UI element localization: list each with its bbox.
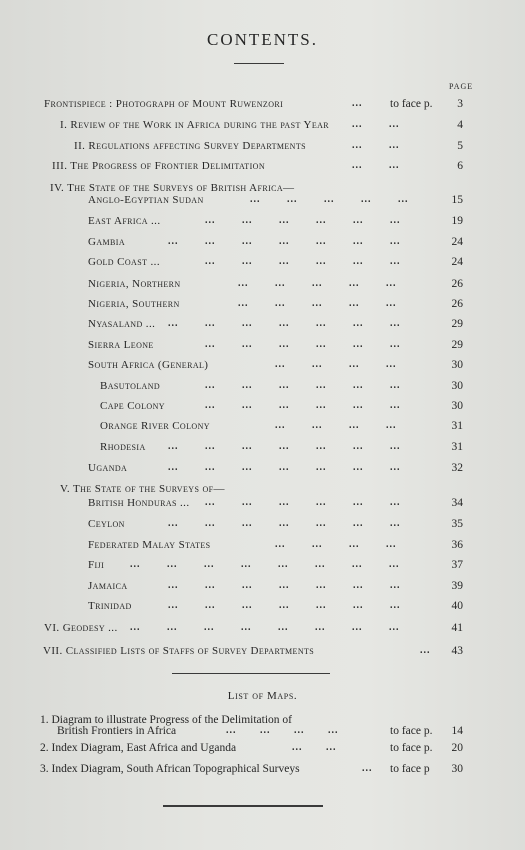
leader-dots: ... <box>316 256 327 267</box>
page-number: 19 <box>451 215 463 227</box>
leader-dots: ... <box>326 742 337 753</box>
leader-dots: ... <box>352 98 363 109</box>
title-rule <box>234 63 284 64</box>
page-number: 24 <box>451 256 463 268</box>
toc-entry-label: Nyasaland ... <box>88 318 156 330</box>
map-entry <box>0 761 525 777</box>
page-number: 24 <box>451 236 463 248</box>
leader-dots: ... <box>167 622 178 633</box>
leader-dots: ... <box>279 441 290 452</box>
leader-dots: ... <box>390 497 401 508</box>
page-number: 41 <box>451 622 463 634</box>
page-number: 15 <box>451 194 463 206</box>
leader-dots: ... <box>205 518 216 529</box>
toc-entry <box>0 516 525 532</box>
toc-entry <box>0 254 525 270</box>
leader-dots: ... <box>238 278 249 289</box>
leader-dots: ... <box>312 298 323 309</box>
map-entry-label: British Frontiers in Africa <box>57 725 177 737</box>
page-number: 31 <box>451 420 463 432</box>
page-number: 36 <box>451 539 463 551</box>
leader-dots: ... <box>386 359 397 370</box>
leader-dots: ... <box>242 497 253 508</box>
leader-dots: ... <box>386 539 397 550</box>
page-number: 5 <box>457 140 463 152</box>
leader-dots: ... <box>390 339 401 350</box>
toc-entry-label: VII. Classified Lists of Staffs of Survey Departments <box>43 645 315 657</box>
leader-dots: ... <box>205 462 216 473</box>
leader-dots: ... <box>353 600 364 611</box>
page-number: 3 <box>457 98 463 110</box>
leader-dots: ... <box>390 256 401 267</box>
page-number: 29 <box>451 318 463 330</box>
leader-dots: ... <box>241 622 252 633</box>
toc-entry-label: Orange River Colony <box>100 420 210 432</box>
toc-entry <box>0 557 525 573</box>
leader-dots: ... <box>205 600 216 611</box>
leader-dots: ... <box>242 256 253 267</box>
page-number: 14 <box>451 725 463 737</box>
leader-dots: ... <box>242 380 253 391</box>
toc-entry-label: British Honduras ... <box>88 497 190 509</box>
leader-dots: ... <box>353 518 364 529</box>
leader-dots: ... <box>242 441 253 452</box>
map-entry-label: 2. Index Diagram, East Africa and Uganda <box>40 742 237 754</box>
leader-dots: ... <box>275 359 286 370</box>
page-number: 26 <box>451 278 463 290</box>
toc-entry <box>0 296 525 312</box>
toc-entry <box>0 398 525 414</box>
toc-entry <box>0 620 525 636</box>
leader-dots: ... <box>386 420 397 431</box>
leader-dots: ... <box>353 318 364 329</box>
map-entry-label: 3. Index Diagram, South African Topographical Surveys <box>40 763 300 775</box>
leader-dots: ... <box>349 420 360 431</box>
face-page-label: to face p. <box>390 98 433 110</box>
leader-dots: ... <box>353 380 364 391</box>
toc-entry-label: IV. The State of the Surveys of British Africa— <box>50 182 295 194</box>
leader-dots: ... <box>279 236 290 247</box>
leader-dots: ... <box>168 236 179 247</box>
page-number: 4 <box>457 119 463 131</box>
toc-entry <box>0 460 525 476</box>
leader-dots: ... <box>168 441 179 452</box>
toc-entry-label: Gambia <box>88 236 126 248</box>
toc-entry <box>0 96 525 112</box>
maps-title: List of Maps. <box>227 690 298 702</box>
toc-entry-label: Cape Colony <box>100 400 165 412</box>
leader-dots: ... <box>328 725 339 736</box>
leader-dots: ... <box>279 462 290 473</box>
toc-entry-label: VI. Geodesy ... <box>44 622 118 634</box>
leader-dots: ... <box>294 725 305 736</box>
leader-dots: ... <box>242 518 253 529</box>
leader-dots: ... <box>242 462 253 473</box>
leader-dots: ... <box>352 559 363 570</box>
leader-dots: ... <box>390 236 401 247</box>
toc-entry <box>0 316 525 332</box>
map-entry-label: 1. Diagram to illustrate Progress of the Delimitation of <box>40 714 292 726</box>
leader-dots: ... <box>167 559 178 570</box>
leader-dots: ... <box>316 339 327 350</box>
leader-dots: ... <box>226 725 237 736</box>
leader-dots: ... <box>168 600 179 611</box>
leader-dots: ... <box>205 339 216 350</box>
toc-entry <box>0 439 525 455</box>
leader-dots: ... <box>241 559 252 570</box>
leader-dots: ... <box>204 559 215 570</box>
toc-entry-label: Fiji <box>88 559 105 571</box>
leader-dots: ... <box>353 580 364 591</box>
leader-dots: ... <box>292 742 303 753</box>
leader-dots: ... <box>316 462 327 473</box>
page-number: 31 <box>451 441 463 453</box>
page-number: 29 <box>451 339 463 351</box>
leader-dots: ... <box>275 539 286 550</box>
toc-entry-label: Jamaica <box>88 580 128 592</box>
toc-entry <box>0 418 525 434</box>
toc-entry <box>0 138 525 154</box>
toc-entry-label: III. The Progress of Frontier Delimitation <box>52 160 266 172</box>
toc-entry <box>0 495 525 511</box>
toc-entry <box>0 337 525 353</box>
face-page-label: to face p. <box>390 742 433 754</box>
leader-dots: ... <box>324 194 335 205</box>
leader-dots: ... <box>242 215 253 226</box>
leader-dots: ... <box>312 420 323 431</box>
leader-dots: ... <box>386 298 397 309</box>
leader-dots: ... <box>316 215 327 226</box>
leader-dots: ... <box>279 580 290 591</box>
leader-dots: ... <box>242 318 253 329</box>
leader-dots: ... <box>205 256 216 267</box>
map-entry <box>0 723 525 739</box>
toc-entry-label: Frontispiece : Photograph of Mount Ruwenzori <box>44 98 284 110</box>
leader-dots: ... <box>389 559 400 570</box>
leader-dots: ... <box>316 497 327 508</box>
leader-dots: ... <box>312 539 323 550</box>
leader-dots: ... <box>353 400 364 411</box>
bottom-rule <box>163 805 323 807</box>
leader-dots: ... <box>315 559 326 570</box>
face-page-label: to face p <box>390 763 430 775</box>
leader-dots: ... <box>279 380 290 391</box>
leader-dots: ... <box>278 622 289 633</box>
leader-dots: ... <box>130 622 141 633</box>
leader-dots: ... <box>205 400 216 411</box>
toc-entry <box>0 213 525 229</box>
leader-dots: ... <box>205 580 216 591</box>
toc-entry-label: Rhodesia <box>100 441 146 453</box>
toc-entry-label: South Africa (General) <box>88 359 209 371</box>
leader-dots: ... <box>275 298 286 309</box>
leader-dots: ... <box>353 256 364 267</box>
leader-dots: ... <box>390 318 401 329</box>
toc-entry <box>0 378 525 394</box>
leader-dots: ... <box>390 400 401 411</box>
toc-entry-label: II. Regulations affecting Survey Departments <box>74 140 307 152</box>
toc-entry-label: I. Review of the Work in Africa during the past Year <box>60 119 330 131</box>
leader-dots: ... <box>353 236 364 247</box>
leader-dots: ... <box>250 194 261 205</box>
leader-dots: ... <box>349 359 360 370</box>
leader-dots: ... <box>168 318 179 329</box>
leader-dots: ... <box>390 380 401 391</box>
leader-dots: ... <box>389 160 400 171</box>
toc-entry <box>0 643 525 659</box>
toc-entry <box>0 234 525 250</box>
leader-dots: ... <box>287 194 298 205</box>
toc-entry <box>0 598 525 614</box>
map-entry <box>0 740 525 756</box>
page-number: 39 <box>451 580 463 592</box>
leader-dots: ... <box>204 622 215 633</box>
leader-dots: ... <box>275 420 286 431</box>
page-title: CONTENTS. <box>206 30 319 49</box>
leader-dots: ... <box>353 339 364 350</box>
leader-dots: ... <box>386 278 397 289</box>
toc-entry <box>0 537 525 553</box>
toc-entry-label: Federated Malay States <box>88 539 211 551</box>
page-number: 37 <box>451 559 463 571</box>
leader-dots: ... <box>316 580 327 591</box>
leader-dots: ... <box>316 441 327 452</box>
leader-dots: ... <box>275 278 286 289</box>
leader-dots: ... <box>390 600 401 611</box>
toc-entry <box>0 158 525 174</box>
toc-entry-label: Sierra Leone <box>88 339 154 351</box>
leader-dots: ... <box>279 339 290 350</box>
leader-dots: ... <box>242 580 253 591</box>
page-number: 20 <box>451 742 463 754</box>
section-rule <box>172 673 330 674</box>
page-number: 30 <box>451 380 463 392</box>
leader-dots: ... <box>279 400 290 411</box>
leader-dots: ... <box>420 645 431 656</box>
toc-entry-label: V. The State of the Surveys of— <box>60 483 225 495</box>
leader-dots: ... <box>352 119 363 130</box>
toc-entry <box>0 357 525 373</box>
leader-dots: ... <box>316 380 327 391</box>
leader-dots: ... <box>205 497 216 508</box>
toc-entry <box>0 192 525 208</box>
toc-entry <box>0 578 525 594</box>
leader-dots: ... <box>353 215 364 226</box>
leader-dots: ... <box>352 160 363 171</box>
leader-dots: ... <box>316 518 327 529</box>
leader-dots: ... <box>242 400 253 411</box>
toc-entry-label: Nigeria, Northern <box>88 278 181 290</box>
leader-dots: ... <box>279 497 290 508</box>
face-page-label: to face p. <box>390 725 433 737</box>
leader-dots: ... <box>238 298 249 309</box>
page-number: 30 <box>451 359 463 371</box>
leader-dots: ... <box>205 380 216 391</box>
leader-dots: ... <box>390 462 401 473</box>
leader-dots: ... <box>205 215 216 226</box>
leader-dots: ... <box>352 140 363 151</box>
leader-dots: ... <box>279 318 290 329</box>
page-number: 35 <box>451 518 463 530</box>
toc-entry-label: Uganda <box>88 462 128 474</box>
toc-entry-label: Ceylon <box>88 518 125 530</box>
leader-dots: ... <box>279 600 290 611</box>
leader-dots: ... <box>205 236 216 247</box>
page-number: 34 <box>451 497 463 509</box>
page-number: 30 <box>451 400 463 412</box>
toc-entry <box>0 276 525 292</box>
leader-dots: ... <box>316 318 327 329</box>
leader-dots: ... <box>168 462 179 473</box>
leader-dots: ... <box>349 278 360 289</box>
leader-dots: ... <box>390 580 401 591</box>
leader-dots: ... <box>349 539 360 550</box>
page-number: 32 <box>451 462 463 474</box>
toc-entry-label: East Africa ... <box>88 215 161 227</box>
leader-dots: ... <box>390 441 401 452</box>
leader-dots: ... <box>312 278 323 289</box>
page-number: 30 <box>451 763 463 775</box>
leader-dots: ... <box>278 559 289 570</box>
leader-dots: ... <box>398 194 409 205</box>
leader-dots: ... <box>389 140 400 151</box>
page-number: 40 <box>451 600 463 612</box>
toc-entry-label: Trinidad <box>88 600 132 612</box>
leader-dots: ... <box>242 339 253 350</box>
page-number: 26 <box>451 298 463 310</box>
leader-dots: ... <box>242 236 253 247</box>
leader-dots: ... <box>352 622 363 633</box>
leader-dots: ... <box>353 497 364 508</box>
leader-dots: ... <box>389 119 400 130</box>
leader-dots: ... <box>316 400 327 411</box>
page-number: 6 <box>457 160 463 172</box>
leader-dots: ... <box>349 298 360 309</box>
leader-dots: ... <box>353 462 364 473</box>
toc-entry-label: Basutoland <box>100 380 161 392</box>
toc-entry-label: Anglo-Egyptian Sudan <box>88 194 204 206</box>
leader-dots: ... <box>279 215 290 226</box>
leader-dots: ... <box>316 236 327 247</box>
toc-entry-label: Gold Coast ... <box>88 256 160 268</box>
leader-dots: ... <box>279 518 290 529</box>
leader-dots: ... <box>316 600 327 611</box>
leader-dots: ... <box>242 600 253 611</box>
leader-dots: ... <box>168 580 179 591</box>
leader-dots: ... <box>389 622 400 633</box>
leader-dots: ... <box>130 559 141 570</box>
leader-dots: ... <box>361 194 372 205</box>
toc-entry-label: Nigeria, Southern <box>88 298 180 310</box>
leader-dots: ... <box>279 256 290 267</box>
leader-dots: ... <box>205 318 216 329</box>
leader-dots: ... <box>390 215 401 226</box>
leader-dots: ... <box>260 725 271 736</box>
leader-dots: ... <box>390 518 401 529</box>
leader-dots: ... <box>353 441 364 452</box>
leader-dots: ... <box>205 441 216 452</box>
toc-entry <box>0 117 525 133</box>
leader-dots: ... <box>362 763 373 774</box>
leader-dots: ... <box>312 359 323 370</box>
page-column-header: PAGE <box>449 82 474 91</box>
leader-dots: ... <box>168 518 179 529</box>
page-number: 43 <box>451 645 463 657</box>
leader-dots: ... <box>315 622 326 633</box>
